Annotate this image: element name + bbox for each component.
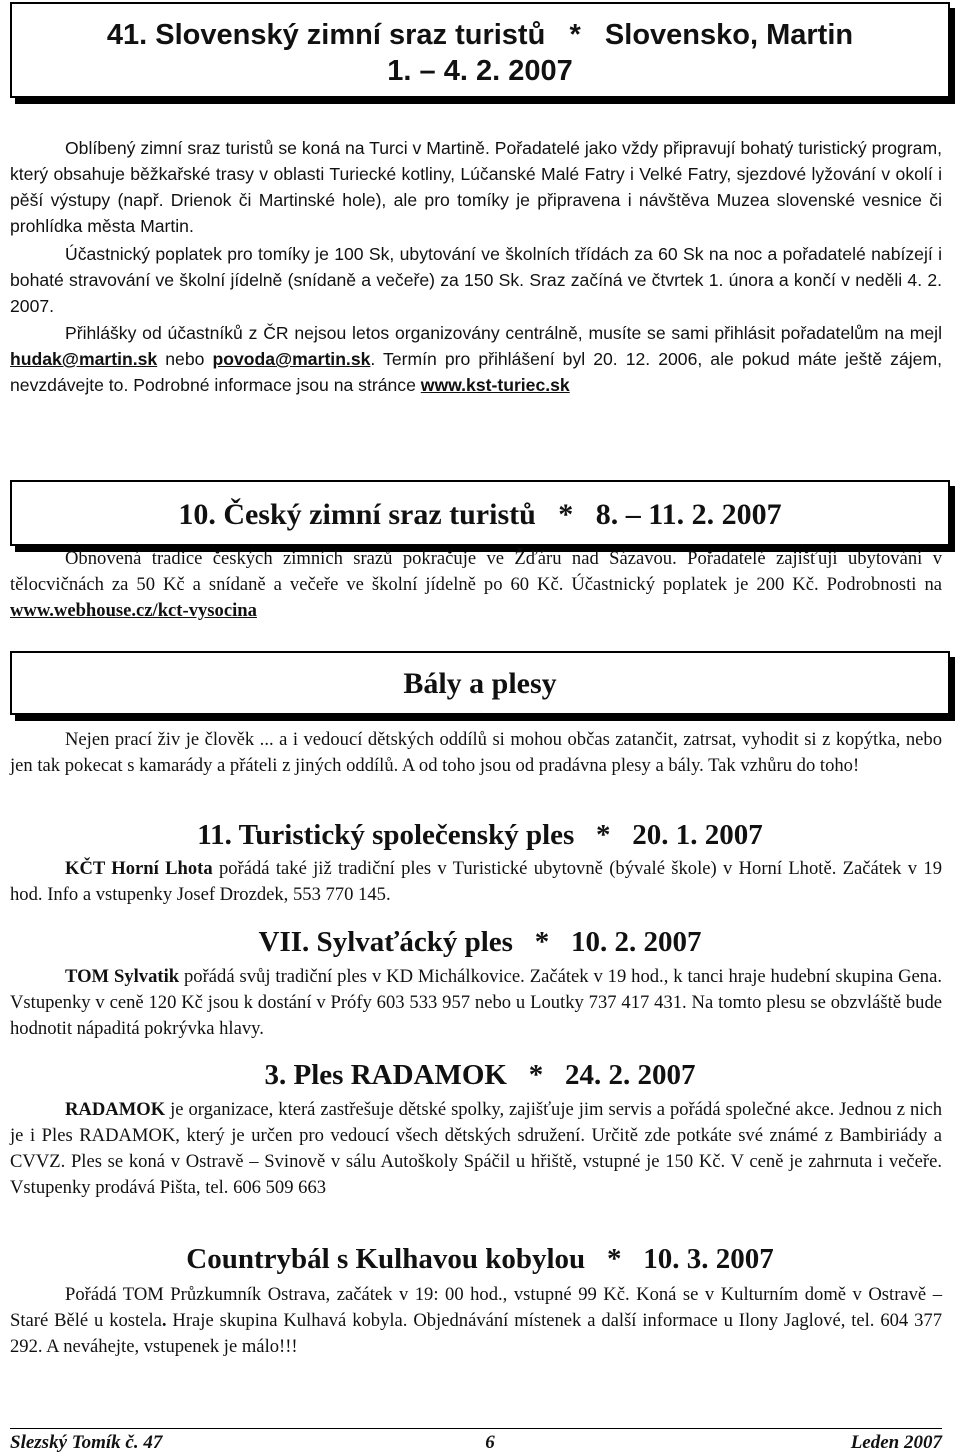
email-link-hudak[interactable]: hudak@martin.sk [10, 349, 158, 369]
event1-organizer: KČT Horní Lhota [65, 858, 213, 879]
footer-date: Leden 2007 [850, 1432, 942, 1453]
event4-heading: Countrybál s Kulhavou kobylou * 10. 3. 2007 [186, 1243, 774, 1275]
event1-paragraph [10, 856, 942, 908]
section-title-czech-rally: 10. Český zimní sraz turistů * 8. – 11. 2. 2007 [178, 498, 782, 531]
event4-paragraph [10, 1282, 942, 1360]
event1-heading: 11. Turistický společenský ples * 20. 1. 2007 [197, 819, 763, 851]
article1-paragraph1: Oblíbený zimní sraz turistů se koná na Turci v Martině. Pořadatelé jako vždy připravují bohatý turistický program, který obsahuje běžkařské trasy v oblasti Turiecké kotliny, Lúčanské Malé Fatry i Velké Fatry, sjezdové lyžování v okolí i pěší výstupy (např. Drienok či Martinské hole), ale pro tomíky je připravena i návštěva Muzea slovenské vesnice či prohlídka města Martin. [10, 138, 942, 236]
article2-paragraph [10, 546, 942, 624]
event2-heading: VII. Sylvaťácký ples * 10. 2. 2007 [258, 926, 702, 958]
event2-paragraph [10, 964, 942, 1042]
footer-page-number: 6 [485, 1432, 495, 1453]
event4-text-b: Hraje skupina Kulhavá kobyla. Objednávání místenek a další informace u Ilony Jaglové, tel. 604 377 292. A neváhejte, vstupenek je málo!!! [10, 1310, 943, 1357]
header-title-line2: 1. – 4. 2. 2007 [387, 55, 573, 87]
footer-publication: Slezský Tomík č. 47 [10, 1432, 163, 1453]
intro-paragraph: Nejen prací živ je člověk ... a i vedoucí dětských oddílů si mohou občas zatančit, zatrsat, vyhodit si z kopýtka, nebo jen tak pokecat s kamarády a přáteli z jiných oddílů. A od toho jsou od pradávna plesy a bály. Tak vzhůru do toho! [10, 729, 942, 776]
event3-text: je organizace, která zastřešuje dětské spolky, zajišťuje jim servis a pořádá společné akce. Jednou z nich je i Ples RADAMOK, který je určen pro vedoucí všech dětských sdružení. Určitě zde potkáte své známé z Bambiriády a CVVZ. Ples se koná v Ostravě – Svinově v sálu Autoškoly Spáčil u hřiště, vstupné je 150 Kč. V ceně je zahrnuta i večeře. Vstupenky prodává Pišta, tel. 606 509 663 [10, 1099, 942, 1198]
section-title-balls: Bály a plesy [403, 667, 557, 700]
page-footer [10, 1428, 942, 1455]
article1-p3-text-c: . Termín pro přihlášení byl 20. 12. 2006, ale pokud máte ještě zájem, nevzdávejte to. Podrobné informace jsou na stránce [10, 349, 943, 395]
event3-organizer: RADAMOK [65, 1099, 166, 1120]
event1-text: pořádá také již tradiční ples v Turistické ubytovně (bývalé škole) v Horní Lhotě. Začátek v 19 hod. Info a vstupenky Josef Drozdek, 553 770 145. [10, 858, 942, 905]
event4-text-a: Pořádá TOM Průzkumník Ostrava, začátek v 19: 00 hod., vstupné 99 Kč. Koná se v Kulturním domě v Ostravě – Staré Bělé u kostela [10, 1284, 942, 1331]
section-box-balls [10, 651, 950, 715]
header-box [10, 2, 950, 98]
event4-text-bold: . [161, 1310, 167, 1331]
web-link-webhouse[interactable]: www.webhouse.cz/kct-vysocina [10, 600, 257, 621]
header-title-line1: 41. Slovenský zimní sraz turistů * Slovensko, Martin [106, 19, 854, 51]
article2-text: Obnovená tradice českých zimních srazů pokračuje ve Žďáru nad Sázavou. Pořadatelé zajišťují ubytování v tělocvičnách za 50 Kč a snídaně a večeře ve školní jídelně po 60 Kč. Účastnický poplatek je 200 Kč. Podrobnosti na [10, 548, 942, 595]
event3-paragraph [10, 1097, 942, 1201]
article1-p3-text-a: Přihlášky od účastníků z ČR nejsou letos organizovány centrálně, musíte se sami přihlásit pořadatelům na mejl [65, 323, 942, 343]
section-box-czech-rally [10, 480, 950, 546]
event3-heading: 3. Ples RADAMOK * 24. 2. 2007 [264, 1059, 696, 1091]
email-link-povoda[interactable]: povoda@martin.sk [212, 349, 371, 369]
event2-text: pořádá svůj tradiční ples v KD Michálkovice. Začátek v 19 hod., k tanci hraje hudební skupina Gena. Vstupenky v ceně 120 Kč jsou k dostání v Prófy 603 533 957 nebo u Loutky 737 417 431. Na tomto plesu se obzvláště bude hodnotit nápaditá pokrývka hlavy. [10, 966, 942, 1039]
article1-p3-text-b: nebo [157, 349, 213, 369]
article1-paragraph3 [10, 320, 942, 398]
web-link-kst-turiec[interactable]: www.kst-turiec.sk [420, 375, 570, 395]
event2-organizer: TOM Sylvatik [65, 966, 180, 987]
article1-paragraph2: Účastnický poplatek pro tomíky je 100 Sk, ubytování ve školních třídách za 60 Sk na noc a pořadatelé nabízejí i bohaté stravování ve školní jídelně (snídaně a večeře) za 150 Sk. Sraz začíná ve čtvrtek 1. února a končí v neděli 4. 2. 2007. [10, 244, 942, 316]
